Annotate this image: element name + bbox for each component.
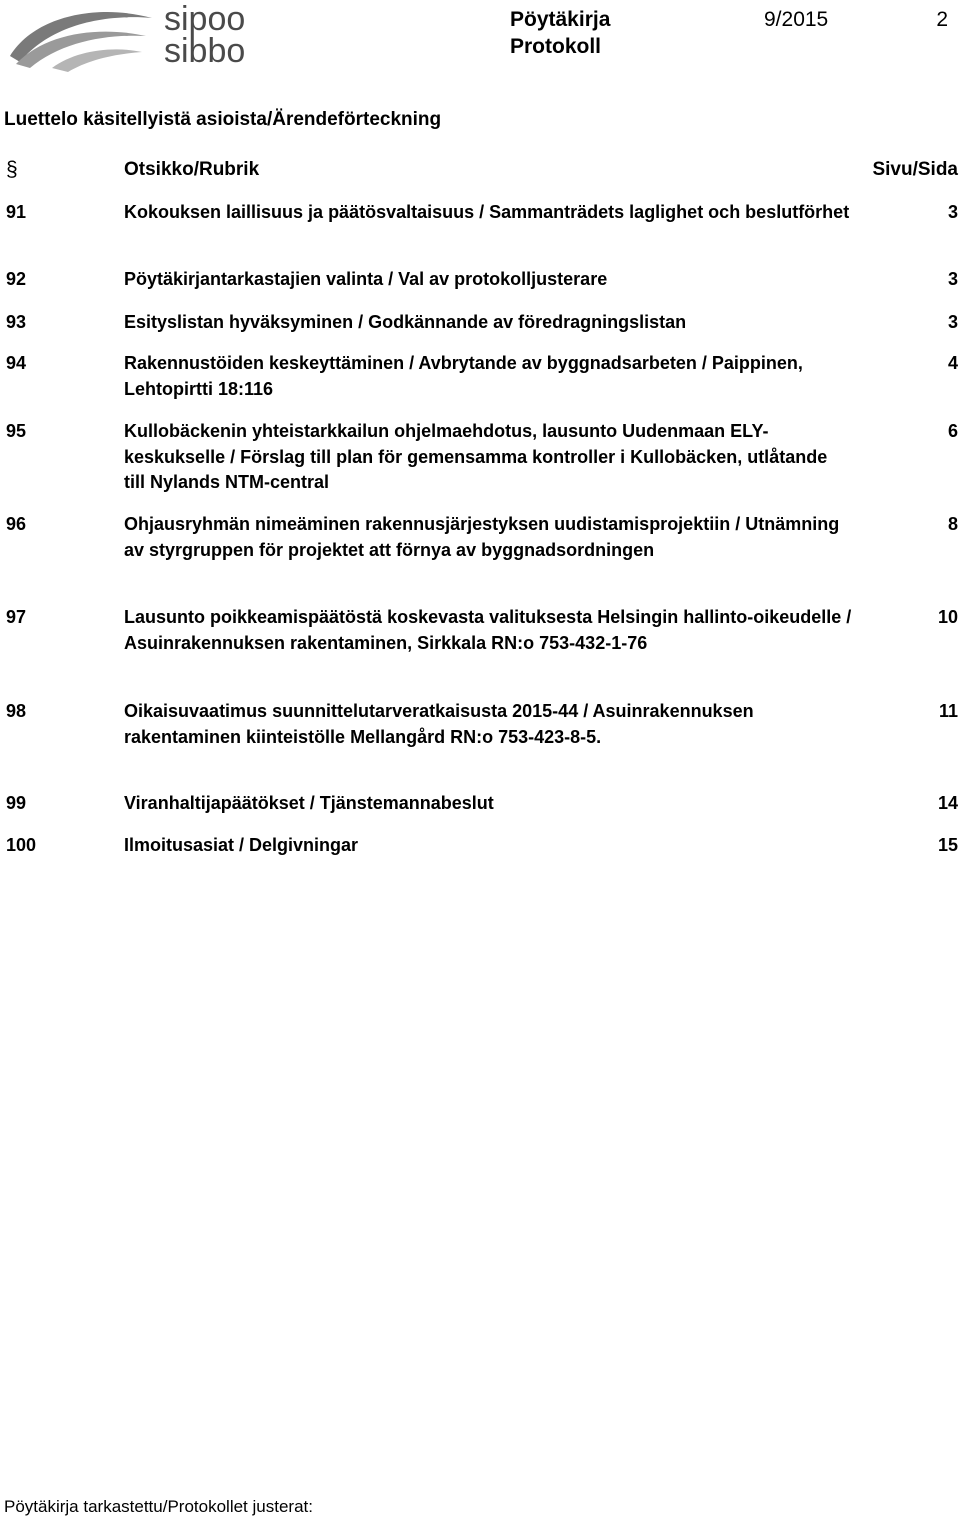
item-number: 94 (6, 353, 27, 373)
column-header-page: Sivu/Sida (872, 159, 958, 180)
item-number: 100 (6, 835, 37, 855)
table-header (0, 156, 960, 184)
item-page: 3 (947, 269, 958, 289)
item-title: Oikaisuvaatimus suunnittelutarveratkaisusta 2015-44 / Asuinrakennuksen rakentaminen kiinteistölle Mellangård RN:o 753-423-8-5. (124, 701, 754, 747)
sipoo-sibbo-logo (6, 0, 256, 74)
item-title: Pöytäkirjantarkastajien valinta / Val av protokolljusterare (124, 269, 608, 289)
page-number: 2 (936, 8, 948, 31)
column-header-title: Otsikko/Rubrik (124, 159, 260, 180)
item-page: 14 (937, 793, 958, 813)
logo-text-sibbo: sibbo (164, 32, 246, 70)
logo-text-sipoo: sipoo (164, 0, 246, 38)
item-number: 92 (6, 269, 27, 289)
item-number: 96 (6, 514, 27, 534)
document-type-sv: Protokoll (510, 35, 602, 58)
item-page: 15 (937, 835, 958, 855)
document-type-fi: Pöytäkirja (510, 8, 611, 31)
item-title: Esityslistan hyväksyminen / Godkännande av föredragningslistan (124, 312, 687, 332)
item-page: 4 (947, 353, 958, 373)
item-title: Rakennustöiden keskeyttäminen / Avbrytande av byggnadsarbeten / Paippinen, Lehtopirtti 18:116 (124, 353, 803, 399)
item-title: Kokouksen laillisuus ja päätösvaltaisuus / Sammanträdets laglighet och beslutförhet (124, 202, 850, 222)
item-page: 11 (938, 701, 958, 721)
item-page: 8 (947, 514, 958, 534)
item-number: 99 (6, 793, 27, 813)
item-number: 98 (6, 701, 27, 721)
item-title: Viranhaltijapäätökset / Tjänstemannabeslut (124, 793, 494, 813)
item-title: Lausunto poikkeamispäätöstä koskevasta valituksesta Helsingin hallinto-oikeudelle / Asuinrakennuksen rakentaminen, Sirkkala RN:o 753-432-1-76 (124, 607, 852, 653)
paragraph-sign-icon: § (6, 158, 18, 181)
item-number: 97 (6, 607, 27, 627)
item-page: 3 (947, 312, 958, 332)
item-title: Ohjausryhmän nimeäminen rakennusjärjestyksen uudistamisprojektiin / Utnämning av styrgruppen för projektet att förnya av byggnadsordningen (124, 514, 840, 560)
protocol-number: 9/2015 (764, 8, 829, 31)
page-title: Luettelo käsitellyistä asioista/Ärendeförteckning (4, 109, 442, 130)
item-number: 95 (6, 421, 27, 441)
item-title: Ilmoitusasiat / Delgivningar (124, 835, 359, 855)
item-number: 91 (6, 202, 27, 222)
item-page: 3 (947, 202, 958, 222)
item-page: 10 (937, 607, 958, 627)
item-page: 6 (947, 421, 958, 441)
item-number: 93 (6, 312, 27, 332)
item-title: Kullobäckenin yhteistarkkailun ohjelmaehdotus, lausunto Uudenmaan ELY-keskukselle / Förslag till plan för gemensamma kontroller i Kullobäcken, utlåtande till Nylands NTM-central (124, 421, 828, 492)
document-type (510, 6, 610, 60)
logo-swoosh-icon (6, 4, 156, 72)
footer-signature-line: Pöytäkirja tarkastettu/Protokollet justerat: (4, 1497, 313, 1516)
